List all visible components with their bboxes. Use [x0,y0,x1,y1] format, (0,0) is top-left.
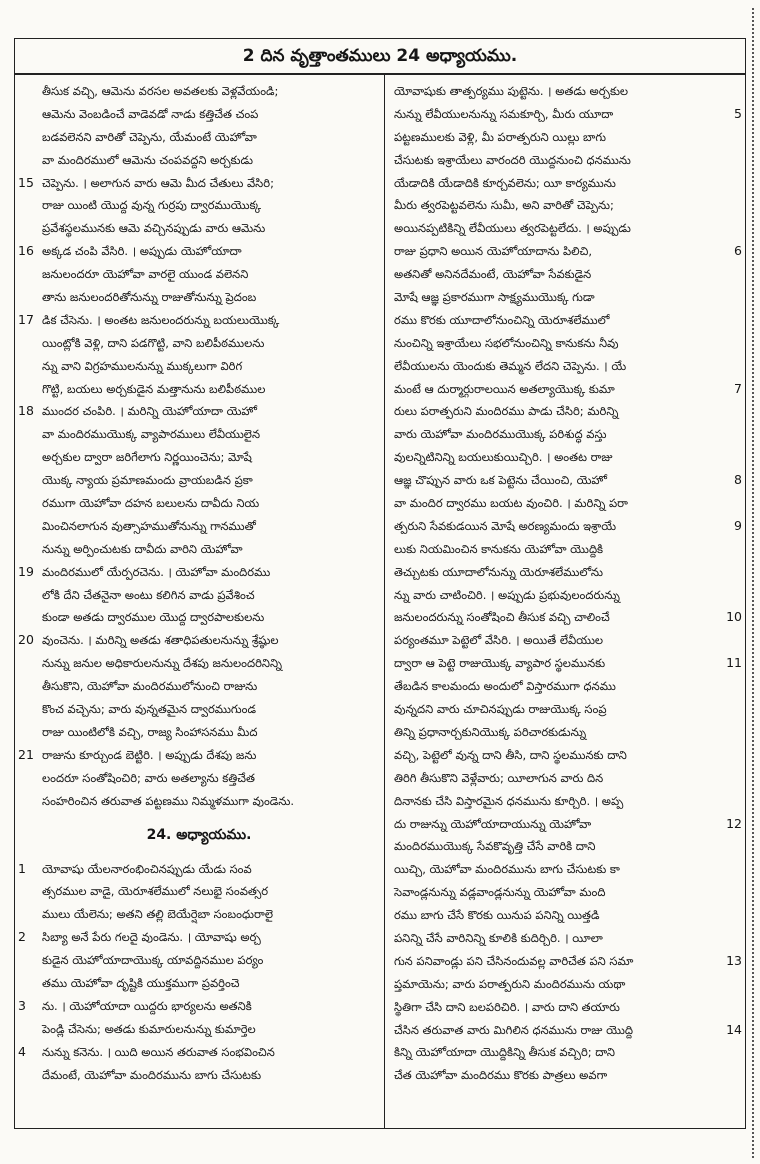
text-line [18,698,380,721]
text-line [390,904,742,927]
text-line [390,767,742,790]
line-text: మందిరములో యేర్పరచెను. । యెహోవా మందిరము [42,564,271,579]
verse-number: 8 [734,472,742,488]
text-line [18,584,380,607]
text-line [390,996,742,1019]
text-line [390,835,742,858]
text-line [390,332,742,355]
text-line [390,675,742,698]
text-line [18,469,380,492]
text-line [18,172,380,195]
line-text: లోకి దేని చేతనైనా అంటు కలిగిన వాడు ప్రవేశించ [42,587,255,602]
verse-number: 14 [726,1021,742,1037]
text-line [390,629,742,652]
verse-number: 18 [18,403,34,419]
line-text: సిబ్యా అనే పేరు గలదై వుండెను. । యోవాషు అర్చ [42,930,261,945]
line-text: దినానకు చేసి విస్తారమైన ధనమును కూర్చిరి. । అప్ప [394,793,624,808]
text-line [18,744,380,767]
text-line [390,698,742,721]
verse-number: 21 [18,746,34,762]
line-text: త్సరముల వాడై, యెరూశలేములో నలుభై సంవత్సర [42,884,269,899]
verse-number: 13 [726,952,742,968]
text-line [18,880,380,903]
line-text: తెచ్చుటకు యూదాలోనున్ను యెరూశలేములోను [394,564,603,579]
line-text: అతనితో అనినదేమంటే, యెహోవా సేవకుడైన [394,267,592,282]
line-text: ప్తమాయెను; వారు పరాత్పరుని మందిరమును యథా [394,976,626,991]
line-text: కుండా అతడు ద్వారముల యొద్ద ద్వారపాలకులను [42,610,265,625]
line-text: చేసుటకు ఇశ్రాయేలు వారందరి యొద్దనుంచి ధనమును [394,152,631,167]
line-text: ప్రవేశస్థలమునకు ఆమె వచ్చినప్పుడు వారు ఆమెను [42,221,266,236]
line-text: నున్ను జనుల అధికారులనున్ను దేశపు జనులందరినిన్ని [42,656,282,671]
text-line [390,126,742,149]
line-text: చేసిన తరువాత వారు మిగిలిన ధనమును రాజు యొద్ది [394,1022,633,1037]
text-line [18,1041,380,1064]
line-text: వున్నదని వారు చూచినప్పుడు రాజుయొక్క సంప్ర [394,702,607,717]
line-text: కొంచ వచ్చెను; వారు వున్నతమైన ద్వారముగుండ [42,702,256,717]
verse-number: 16 [18,243,34,259]
text-line [390,240,742,263]
text-line [390,286,742,309]
text-line [18,790,380,813]
line-text: చేత యెహోవా మందిరము కొరకు పాత్రలు అవగా [394,1068,608,1083]
text-line [390,263,742,286]
page-edge-mark [752,8,754,1158]
text-line [18,1018,380,1041]
text-line [18,332,380,355]
line-text: తము యెహోవా దృష్టికి యుక్తముగా ప్రవర్తించె [42,975,240,990]
line-text: న్ను వాని విగ్రహములనున్ను ముక్కలుగా విరిగ [42,358,243,373]
line-text: యొక్క న్యాయ ప్రమాణమందు వ్రాయబడిన ప్రకా [42,473,253,488]
line-text: రాజును కూర్చుండ బెట్టిరి. । అప్పుడు దేశపు జను [42,747,257,762]
line-text: తాను జనులందరితోనున్ను రాజుతోనున్ను ప్రెదంబ [42,290,257,305]
line-text: దు రాజున్ను యెహోయాదాయున్ను యెహోవా [394,816,592,831]
line-text: మీరు త్వరపెట్టవలెను సుమీ, అని వారితో చెప్పెను; [394,198,614,213]
line-text: న్ను వారు చాటించిరి. । అప్పుడు ప్రభువులందరున్ను [394,587,620,602]
line-text: పర్యంతమూ పెట్టెలో వేసిరి. । అయితే లేవీయుల [394,633,604,648]
line-text: ముందర చంపిరి. । మరిన్ని యెహోయాదా యెహో [42,404,257,419]
text-line [18,995,380,1018]
text-line [18,194,380,217]
verse-number: 7 [734,380,742,396]
verse-number: 19 [18,563,34,579]
text-line [390,584,742,607]
text-line [18,286,380,309]
line-text: మంటే ఆ దుర్మార్గురాలయిన అతల్యాయొక్క కుమా [394,381,615,396]
text-line [390,172,742,195]
line-text: పనిన్ని చేసే వారినిన్ని కూలికి కుదిర్చిరి. । యీలా [394,930,603,945]
line-text: రాజు ప్రధాని అయిన యెహోయాదాను పిలిచి, [394,244,593,259]
verse-number: 10 [726,609,742,625]
line-text: మందిరముయొక్క సేవకొవృత్తి చేసే వారికి దాని [394,839,596,854]
line-text: లుకు నియమించిన కానుకను యెహోవా యొద్దికి [394,541,604,556]
text-line [18,400,380,423]
text-line [18,515,380,538]
line-text: అక్కడ చంపి వేసిరి. । అప్పుడు యెహోయాదా [42,244,242,259]
verse-number: 2 [18,929,26,945]
text-line [18,767,380,790]
verse-number: 9 [734,517,742,533]
text-line [18,675,380,698]
verse-number: 11 [726,655,742,671]
left-border-rule [14,38,15,1128]
line-text: 24. అధ్యాయము. [146,826,252,843]
line-text: తీసుక వచ్చి, ఆమెను వరసల అవతలకు వెళ్లవేయండి; [42,84,279,98]
line-text: తీసుకొని, యెహోవా మందిరములోనుంచి రాజును [42,679,258,694]
verse-number: 20 [18,632,34,648]
text-line [390,950,742,973]
text-line [18,492,380,515]
line-text: రులు పరాత్పరుని మందిరము పాడు చేసిరి; మరిన్ని [394,404,619,419]
right-border-rule [745,38,746,1128]
line-text: ఆమెను వెంబడించే వాడెవడో నాడు కత్తిచేత చంప [42,106,259,121]
text-line [18,80,380,103]
line-text: ద్వారా ఆ పెట్టె రాజుయొక్క వ్యాపార స్థలమునకు [394,656,606,671]
text-line [390,973,742,996]
line-text: బడవలెనని వారితో చెప్పెను, యేమంటే యెహోవా [42,129,257,144]
bottom-border-rule [14,1128,746,1129]
line-text: యిచ్చి, యెహోవా మందిరమును బాగు చేసుటకు కా [394,862,620,877]
text-line [18,972,380,995]
line-text: మించినలాగున వుత్సాహముతోనున్ను గానముతో [42,518,256,533]
text-line [390,606,742,629]
text-line [390,217,742,240]
right-text-column [390,80,742,1087]
line-text: తిన్ని ప్రధానార్చకునియొక్క పరిచారకుడున్ను [394,724,587,739]
verse-number: 17 [18,311,34,327]
line-text: నున్ను లేవీయులనున్ను సమకూర్చి, మీరు యూదా [394,106,614,121]
line-text: వులన్నిటినిన్ని బయలుకుయిచ్చిరి. । అంతట రాజు [394,450,613,465]
text-line [18,858,380,881]
text-line [18,103,380,126]
line-text: ఆజ్ఞ చొప్పున వారు ఒక పెట్టెను చేయించి, యెహో [394,473,607,488]
top-border-rule [14,38,746,39]
text-line [390,790,742,813]
text-line [390,652,742,675]
line-text: తిరిగి తీసుకొని వెళ్లేవారు; యీలాగున వారు దిన [394,770,604,785]
line-text: తేబడిన కాలమందు అందులో విస్తారముగా ధనము [394,679,616,694]
line-text: డిక చేసెను. । అంతట జనులందరున్ను బయలుయొక్క [42,312,280,327]
line-text: రము బాగు చేసే కొరకు యినుప పనిన్ని యిత్తడి [394,908,600,923]
text-line [18,949,380,972]
line-text: రాజు యింటిలోకి వచ్చి, రాజ్య సింహాసనము మీద [42,724,258,739]
verse-number: 5 [734,105,742,121]
text-line [18,1064,380,1087]
line-text: నున్ను అర్పించుటకు దావీదు వారిని యెహోవా [42,541,243,556]
text-line [18,446,380,469]
text-line [390,309,742,332]
text-line [18,606,380,629]
line-text: చెప్పెను. । అలాగున వారు ఆమె మీద చేతులు వేసిరి; [42,175,274,190]
text-line [390,355,742,378]
text-line [390,515,742,538]
line-text: త్పరుని సేవకుడయిన మోషే అరణ్యమందు ఇశ్రాయే [394,518,616,533]
line-text: అయినప్పటికిన్ని లేవీయులు త్వరపెట్టలేదు. । అప్పుడు [394,221,631,236]
text-line [18,263,380,286]
text-line [390,423,742,446]
line-text: జనులందరున్ను సంతోషించి తీసుక వచ్చి చాలించే [394,610,610,625]
text-line [390,1041,742,1064]
text-line [18,652,380,675]
line-text: యోవాషు యేలనారంభించినప్పుడు యేడు సంవ [42,861,252,876]
line-text: నుంచిన్ని ఇశ్రాయేలు సభలోనుంచిన్ని కానుకను నీవు [394,335,619,350]
line-text: వా మందిరముయొక్క వ్యాపారములు లేవీయులైన [42,427,261,442]
text-line [390,744,742,767]
text-line [18,240,380,263]
text-line [18,538,380,561]
text-line [390,378,742,401]
text-line [390,561,742,584]
column-divider-rule [384,73,385,1128]
text-line [18,561,380,584]
text-line [18,903,380,926]
text-line [390,80,742,103]
verse-number: 15 [18,174,34,190]
text-line [18,926,380,949]
text-line [18,721,380,744]
line-text: ములు యేలెను; అతని తల్లి బెయేర్షెబా సంబంధురాలై [42,907,273,922]
line-text: స్థితిగా చేసి దాని బలపరిచిరి. । వారు దాని తయారు [394,999,620,1014]
line-text: యింట్లోకి వెళ్లి, దాని పడగొట్టి, వాని బలిపీఠములను [42,335,265,350]
verse-number: 4 [18,1043,26,1059]
text-line [390,492,742,515]
text-line [390,469,742,492]
chapter-heading [18,813,380,858]
verse-number: 6 [734,243,742,259]
verse-number: 1 [18,860,26,876]
line-text: వా మందిర ద్వారము బయట వుంచిరి. । మరిన్ని పరా [394,496,628,511]
line-text: కుడైన యెహోయాదాయొక్క యావద్దినముల పర్యం [42,953,264,968]
text-line [18,309,380,332]
running-title: 2 దిన వృత్తాంతములు 24 అధ్యాయము. [242,46,518,66]
line-text: వుంచెను. । మరిన్ని అతడు శతాధిపతులనున్ను శ్రేష్ఠుల [42,633,279,648]
text-line [390,721,742,744]
line-text: అర్చకుల ద్వారా జరిగేలాగు నిర్ణయించెను; మోషే [42,450,252,465]
line-text: గొట్టి, బయలు అర్చకుడైన మత్తానును బలిపీఠముల [42,381,266,396]
line-text: జనులందరూ యెహోవా వారలై యుండ వలెనని [42,267,249,282]
line-text: యోవాషుకు తాత్పర్యము పుట్టెను. । అతడు అర్చకుల [394,84,629,98]
line-text: మోషే ఆజ్ఞ ప్రకారముగా సాక్ష్యముయొక్క గుడా [394,290,595,305]
left-text-column [18,80,380,1086]
text-line [390,881,742,904]
verse-number: 12 [726,815,742,831]
text-line [390,446,742,469]
line-text: లందరూ సంతోషించిరి; వారు అతల్యాను కత్తిచేత [42,770,255,785]
text-line [18,126,380,149]
line-text: సంహరించిన తరువాత పట్టణము నిమ్మళముగా వుండెను. [42,793,295,808]
line-text: రముగా యెహోవా దహన బలులను దావీదు నియ [42,496,260,511]
text-line [390,400,742,423]
line-text: రాజు యింటి యొద్ద వున్న గుర్రపు ద్వారముయొక్క [42,198,262,213]
text-line [390,858,742,881]
line-text: గున పనివాండ్లు పని చేసినందువల్ల వారిచేత పని సమా [394,953,634,968]
line-text: పట్టణములకు వెళ్లి, మీ పరాత్పరుని యిల్లు బాగు [394,129,607,144]
text-line [390,1019,742,1042]
verse-number: 3 [18,997,26,1013]
text-line [18,629,380,652]
text-line [18,149,380,172]
text-line [390,538,742,561]
header-divider-rule [14,73,746,75]
line-text: వా మందిరములో ఆమెను చంపవద్దని అర్చకుడు [42,152,254,167]
line-text: నున్ను కనెను. । యిది అయిన తరువాత సంభవించిన [42,1044,275,1059]
text-line [18,217,380,240]
text-line [18,423,380,446]
text-line [390,103,742,126]
line-text: లేవీయులను యెందుకు తెమ్మన లేదని చెప్పెను. । యే [394,358,627,373]
line-text: వారు యెహోవా మందిరముయొక్క పరిశుద్ధ వస్తు [394,427,607,442]
line-text: వచ్చి, పెట్టెలో వున్న దాని తీసి, దాని స్థలమునకు దాని [394,747,627,762]
line-text: రము కొరకు యూదాలోనుంచిన్ని యెరూశలేములో [394,312,610,327]
line-text: పెండ్లి చేసెను; అతడు కుమారులనున్ను కుమార్తెల [42,1021,256,1036]
text-line [390,927,742,950]
line-text: కిన్ని యెహోయాదా యొద్దికిన్ని తీసుక వచ్చిరి; దాని [394,1045,615,1060]
line-text: యేడాదికి యేడాదికి కూర్చవలెను; యీ కార్యమును [394,175,616,190]
text-line [390,813,742,836]
text-line [390,1064,742,1087]
text-line [18,378,380,401]
line-text: ను. । యెహోయాదా యిద్దరు భార్యలను అతనికి [42,998,252,1013]
line-text: సెవాండ్లనున్ను వడ్లవాండ్లనున్ను యెహోవా మంది [394,885,606,900]
line-text: దేమంటే, యెహోవా మందిరమును బాగు చేసుటకు [42,1067,262,1082]
text-line [390,194,742,217]
text-line [18,355,380,378]
text-line [390,149,742,172]
